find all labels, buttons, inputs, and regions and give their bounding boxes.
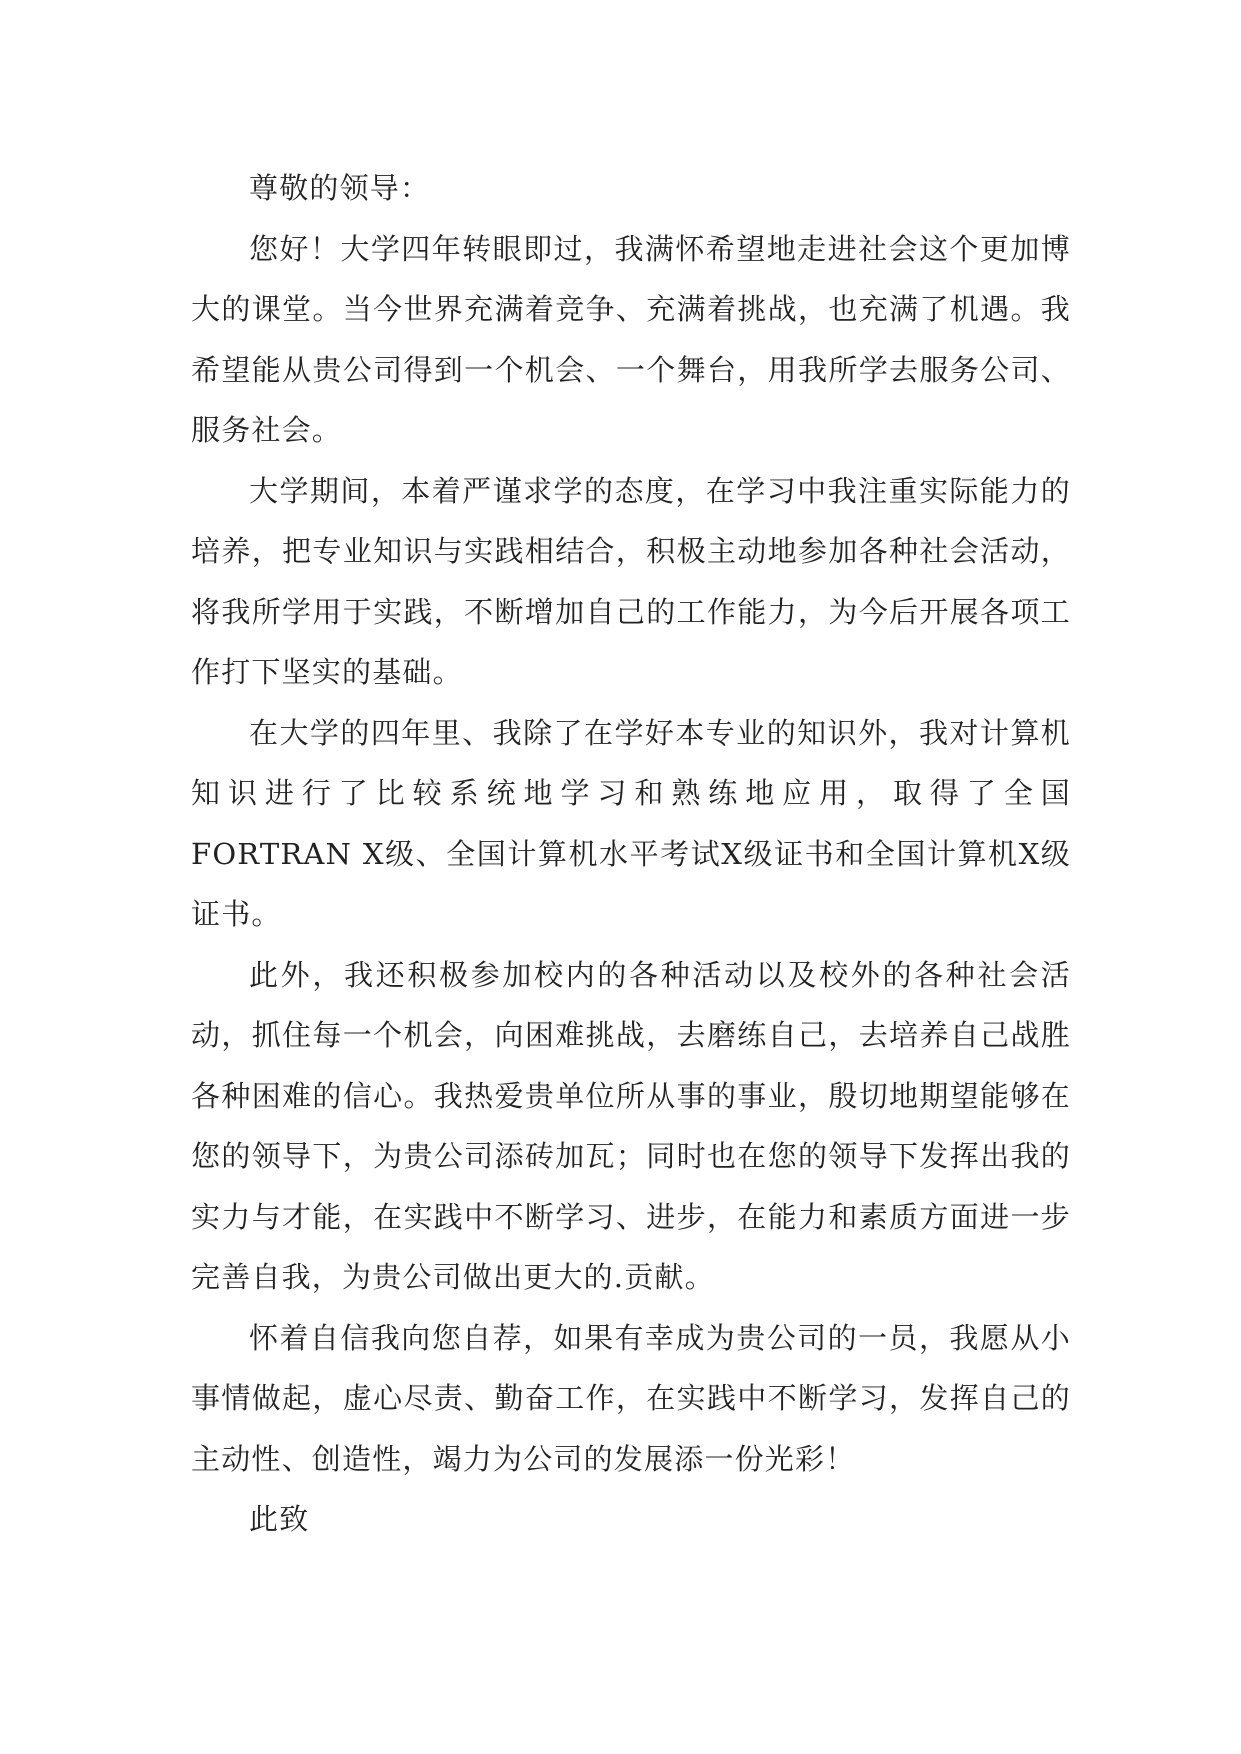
paragraph-university-study: 大学期间，本着严谨求学的态度，在学习中我注重实际能力的培养，把专业知识与实践相结合，积极主动地参加各种社会活动，将我所学用于实践，不断增加自己的工作能力，为今后开展各项工作打下坚实的基础。 xyxy=(191,473,1071,689)
paragraph-self-recommendation: 怀着自信我向您自荐，如果有幸成为贵公司的一员，我愿从小事情做起，虚心尽责、勤奋工作，在实践中不断学习，发挥自己的主动性、创造性，竭力为公司的发展添一份光彩！ xyxy=(191,1320,1071,1476)
salutation: 尊敬的领导： xyxy=(249,171,431,205)
paragraph-computer-skills: 在大学的四年里、我除了在学好本专业的知识外，我对计算机知识进行了比较系统地学习和熟练地应用，取得了全国 FORTRAN X级、全国计算机水平考试X级证书和全国计算机X级证书。 xyxy=(191,715,1071,931)
paragraph-activities: 此外，我还积极参加校内的各种活动以及校外的各种社会活动，抓住每一个机会，向困难挑战，去磨练自己，去培养自己战胜各种困难的信心。我热爱贵单位所从事的事业，殷切地期望能够在您的领导下，为贵公司添砖加瓦；同时也在您的领导下发挥出我的实力与才能，在实践中不断学习、进步，在能力和素质方面进一步完善自我，为贵公司做出更大的.贡献。 xyxy=(191,957,1071,1294)
letter-body xyxy=(191,158,1071,1550)
closing: 此致 xyxy=(249,1502,310,1536)
paragraph-greeting: 您好！大学四年转眼即过，我满怀希望地走进社会这个更加博大的课堂。当今世界充满着竞争、充满着挑战，也充满了机遇。我希望能从贵公司得到一个机会、一个舞台，用我所学去服务公司、服务社会。 xyxy=(191,231,1071,447)
